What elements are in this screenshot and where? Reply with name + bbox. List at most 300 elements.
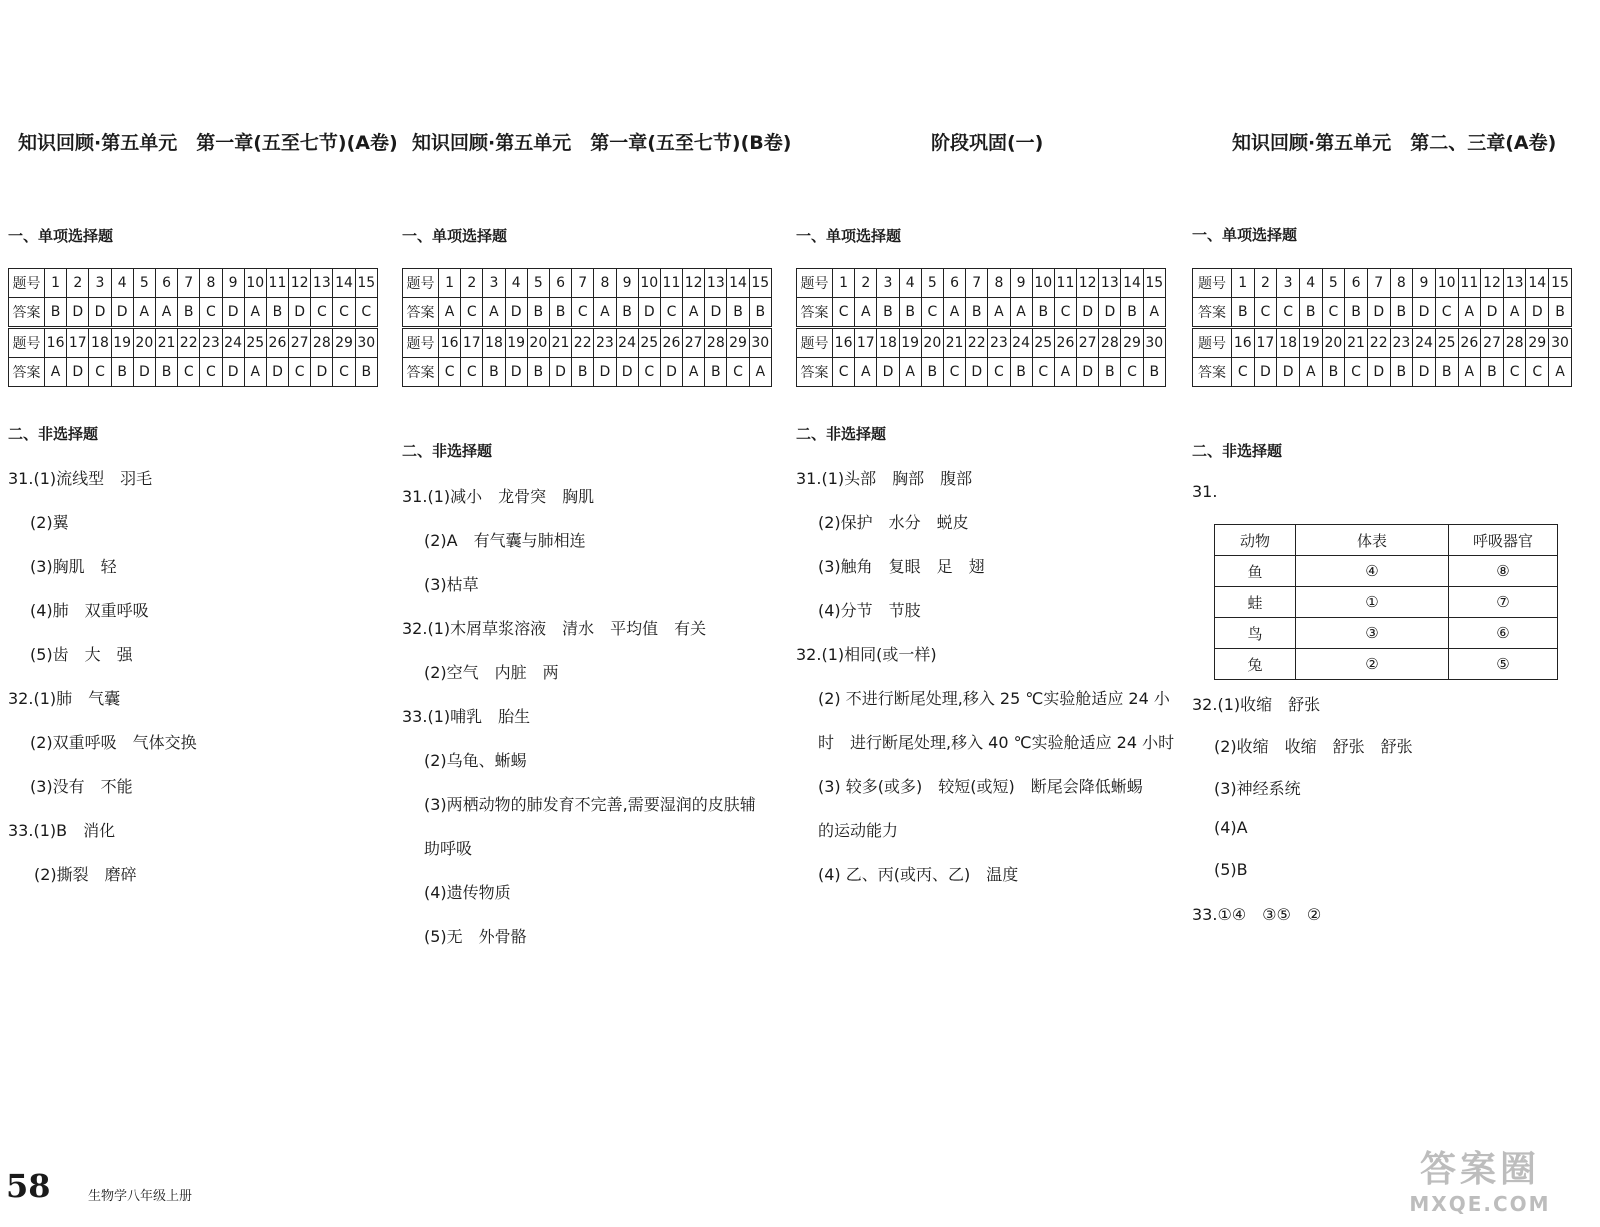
row-label: 题号 bbox=[797, 269, 833, 298]
table-cell: C bbox=[943, 358, 965, 387]
table-row bbox=[1215, 525, 1558, 556]
table-cell: A bbox=[988, 298, 1010, 328]
table-cell: B bbox=[1231, 298, 1254, 328]
table-cell: 1 bbox=[45, 269, 67, 298]
table-cell: C bbox=[1032, 358, 1054, 387]
table-cell: 4 bbox=[505, 269, 527, 298]
table-cell: C bbox=[1503, 358, 1526, 387]
table-cell: 28 bbox=[705, 328, 727, 358]
section-heading-choice: 一、单项选择题 bbox=[402, 227, 508, 245]
table-cell: B bbox=[111, 358, 133, 387]
row-label: 题号 bbox=[403, 328, 439, 358]
table-cell: 3 bbox=[1277, 269, 1300, 298]
table-cell: 7 bbox=[966, 269, 988, 298]
table-cell: 4 bbox=[111, 269, 133, 298]
row-label: 答案 bbox=[403, 298, 439, 328]
answer-table bbox=[1192, 268, 1572, 387]
watermark-url: MXQE.COM bbox=[1409, 1192, 1551, 1216]
section-heading-open: 二、非选择题 bbox=[8, 425, 99, 443]
answer-table bbox=[402, 268, 772, 387]
table-cell: 14 bbox=[727, 269, 749, 298]
answer-line: (2)A 有气囊与肺相连 bbox=[424, 531, 586, 550]
answer-line: (2)收缩 收缩 舒张 舒张 bbox=[1214, 737, 1413, 756]
table-cell: 12 bbox=[1077, 269, 1099, 298]
table-cell: 21 bbox=[155, 328, 177, 358]
table-cell: 12 bbox=[683, 269, 705, 298]
table-cell: A bbox=[155, 298, 177, 328]
table-cell: ⑧ bbox=[1449, 556, 1558, 587]
table-cell: 19 bbox=[505, 328, 527, 358]
section-heading-open: 二、非选择题 bbox=[796, 425, 887, 443]
table-cell: A bbox=[855, 298, 877, 328]
answer-line: 33.(1)B 消化 bbox=[8, 821, 116, 840]
table-cell: B bbox=[527, 298, 549, 328]
table-cell: 11 bbox=[660, 269, 682, 298]
page-number: 58 bbox=[6, 1167, 51, 1205]
table-cell: B bbox=[1032, 298, 1054, 328]
answer-line: 33.①④ ③⑤ ② bbox=[1192, 905, 1322, 924]
answer-table bbox=[796, 268, 1166, 387]
table-cell: A bbox=[943, 298, 965, 328]
row-label: 题号 bbox=[9, 328, 45, 358]
animal-table-header: 呼吸器官 bbox=[1449, 525, 1558, 556]
watermark-text: 答案圈 bbox=[1419, 1149, 1540, 1190]
table-cell: ④ bbox=[1296, 556, 1449, 587]
table-cell: ⑥ bbox=[1449, 618, 1558, 649]
table-cell: C bbox=[1231, 358, 1254, 387]
table-cell: 25 bbox=[244, 328, 266, 358]
table-cell: 4 bbox=[899, 269, 921, 298]
answer-line: (4)A bbox=[1214, 818, 1248, 837]
table-cell: 25 bbox=[1032, 328, 1054, 358]
answer-line: (2) 不进行断尾处理,移入 25 ℃实验舱适应 24 小 bbox=[818, 689, 1170, 708]
table-cell: A bbox=[749, 358, 771, 387]
table-cell: 16 bbox=[1231, 328, 1254, 358]
table-cell: 6 bbox=[1345, 269, 1368, 298]
table-cell: D bbox=[877, 358, 899, 387]
answer-line: 助呼吸 bbox=[424, 839, 473, 858]
table-cell: C bbox=[833, 298, 855, 328]
table-cell: ⑤ bbox=[1449, 649, 1558, 680]
table-cell: B bbox=[1322, 358, 1345, 387]
table-cell: 30 bbox=[1143, 328, 1165, 358]
table-cell: D bbox=[67, 358, 89, 387]
table-cell: 10 bbox=[1032, 269, 1054, 298]
table-cell: A bbox=[133, 298, 155, 328]
row-label: 答案 bbox=[1193, 298, 1232, 328]
table-cell: D bbox=[1413, 298, 1436, 328]
table-cell: C bbox=[1254, 298, 1277, 328]
section-title: 阶段巩固(一) bbox=[931, 132, 1044, 154]
section-title: 知识回顾·第五单元 第二、三章(A卷) bbox=[1232, 132, 1557, 154]
table-cell: 6 bbox=[943, 269, 965, 298]
table-cell: 23 bbox=[200, 328, 222, 358]
table-row bbox=[403, 328, 772, 358]
table-cell: 26 bbox=[660, 328, 682, 358]
table-cell: 1 bbox=[1231, 269, 1254, 298]
table-cell: A bbox=[1503, 298, 1526, 328]
column-2 bbox=[402, 0, 792, 1227]
table-cell: A bbox=[244, 298, 266, 328]
answer-line: (2)翼 bbox=[30, 513, 69, 532]
table-cell: 10 bbox=[1435, 269, 1458, 298]
table-row bbox=[1193, 269, 1572, 298]
table-cell: 25 bbox=[638, 328, 660, 358]
table-cell: 19 bbox=[899, 328, 921, 358]
table-cell: B bbox=[45, 298, 67, 328]
table-cell: 21 bbox=[943, 328, 965, 358]
table-cell: 9 bbox=[222, 269, 244, 298]
table-cell: D bbox=[1077, 358, 1099, 387]
row-label: 题号 bbox=[797, 328, 833, 358]
table-cell: A bbox=[683, 358, 705, 387]
table-cell: 23 bbox=[594, 328, 616, 358]
table-cell: B bbox=[899, 298, 921, 328]
table-cell: C bbox=[200, 358, 222, 387]
table-cell: C bbox=[921, 298, 943, 328]
table-cell: 25 bbox=[1435, 328, 1458, 358]
table-cell: A bbox=[45, 358, 67, 387]
table-cell: 18 bbox=[1277, 328, 1300, 358]
answer-line: (4)肺 双重呼吸 bbox=[30, 601, 149, 620]
table-cell: 8 bbox=[1390, 269, 1413, 298]
table-cell: 22 bbox=[178, 328, 200, 358]
table-cell: C bbox=[988, 358, 1010, 387]
table-row bbox=[797, 328, 1166, 358]
table-cell: 18 bbox=[483, 328, 505, 358]
table-cell: 13 bbox=[1099, 269, 1121, 298]
answer-line: (5)无 外骨骼 bbox=[424, 927, 527, 946]
table-cell: C bbox=[439, 358, 461, 387]
table-cell: D bbox=[266, 358, 288, 387]
table-cell: C bbox=[355, 298, 377, 328]
table-row bbox=[1215, 587, 1558, 618]
section-heading-open: 二、非选择题 bbox=[402, 442, 493, 460]
table-cell: 2 bbox=[461, 269, 483, 298]
table-row bbox=[797, 269, 1166, 298]
table-cell: C bbox=[289, 358, 311, 387]
table-cell: B bbox=[355, 358, 377, 387]
table-cell: C bbox=[333, 298, 355, 328]
table-cell: 13 bbox=[311, 269, 333, 298]
table-cell: C bbox=[178, 358, 200, 387]
answer-line: 时 进行断尾处理,移入 40 ℃实验舱适应 24 小时 bbox=[818, 733, 1175, 752]
table-cell: C bbox=[660, 298, 682, 328]
table-cell: C bbox=[572, 298, 594, 328]
table-cell: 10 bbox=[244, 269, 266, 298]
answer-line: 31.(1)流线型 羽毛 bbox=[8, 469, 153, 488]
table-cell: 2 bbox=[67, 269, 89, 298]
table-cell: B bbox=[178, 298, 200, 328]
table-cell: ① bbox=[1296, 587, 1449, 618]
table-row bbox=[9, 269, 378, 298]
table-cell: B bbox=[1143, 358, 1165, 387]
table-cell: B bbox=[483, 358, 505, 387]
table-cell: 27 bbox=[683, 328, 705, 358]
table-cell: D bbox=[966, 358, 988, 387]
answer-line: (3)枯草 bbox=[424, 575, 479, 594]
answer-line: (2)乌龟、蜥蜴 bbox=[424, 751, 527, 770]
table-cell: 2 bbox=[855, 269, 877, 298]
section-heading-choice: 一、单项选择题 bbox=[796, 227, 902, 245]
table-cell: A bbox=[1458, 298, 1481, 328]
table-cell: A bbox=[594, 298, 616, 328]
row-label: 题号 bbox=[1193, 328, 1232, 358]
animal-comparison-table bbox=[1214, 524, 1558, 680]
table-cell: 1 bbox=[833, 269, 855, 298]
table-cell: A bbox=[855, 358, 877, 387]
answer-line: (3) 较多(或多) 较短(或短) 断尾会降低蜥蜴 bbox=[818, 777, 1143, 796]
table-cell: 15 bbox=[749, 269, 771, 298]
table-cell: B bbox=[1390, 358, 1413, 387]
table-cell: B bbox=[572, 358, 594, 387]
table-cell: D bbox=[1367, 298, 1390, 328]
table-cell: 5 bbox=[921, 269, 943, 298]
answer-line: (3)胸肌 轻 bbox=[30, 557, 117, 576]
table-cell: 21 bbox=[549, 328, 571, 358]
answer-line: (3)两栖动物的肺发育不完善,需要湿润的皮肤辅 bbox=[424, 795, 756, 814]
table-cell: D bbox=[133, 358, 155, 387]
table-row bbox=[797, 298, 1166, 328]
table-cell: 16 bbox=[439, 328, 461, 358]
table-cell: C bbox=[833, 358, 855, 387]
table-cell: B bbox=[921, 358, 943, 387]
table-cell: 20 bbox=[1322, 328, 1345, 358]
table-cell: 13 bbox=[1503, 269, 1526, 298]
table-cell: D bbox=[505, 298, 527, 328]
table-cell: 鱼 bbox=[1215, 556, 1296, 587]
table-cell: 16 bbox=[833, 328, 855, 358]
row-label: 答案 bbox=[797, 298, 833, 328]
table-cell: B bbox=[1481, 358, 1504, 387]
table-cell: D bbox=[67, 298, 89, 328]
table-cell: 19 bbox=[1299, 328, 1322, 358]
table-cell: 16 bbox=[45, 328, 67, 358]
table-cell: C bbox=[200, 298, 222, 328]
table-cell: B bbox=[1345, 298, 1368, 328]
answer-line: 32.(1)肺 气囊 bbox=[8, 689, 121, 708]
table-cell: 8 bbox=[200, 269, 222, 298]
table-cell: D bbox=[311, 358, 333, 387]
table-cell: 兔 bbox=[1215, 649, 1296, 680]
table-cell: 24 bbox=[1413, 328, 1436, 358]
table-cell: B bbox=[549, 298, 571, 328]
table-cell: 14 bbox=[1526, 269, 1549, 298]
table-row bbox=[1215, 618, 1558, 649]
table-cell: 鸟 bbox=[1215, 618, 1296, 649]
table-cell: B bbox=[1121, 298, 1143, 328]
table-cell: C bbox=[461, 358, 483, 387]
table-cell: 6 bbox=[155, 269, 177, 298]
table-cell: 14 bbox=[333, 269, 355, 298]
table-cell: 17 bbox=[67, 328, 89, 358]
table-cell: B bbox=[266, 298, 288, 328]
table-cell: A bbox=[1054, 358, 1076, 387]
book-title: 生物学八年级上册 bbox=[88, 1189, 193, 1204]
answer-line: (3)触角 复眼 足 翅 bbox=[818, 557, 985, 576]
table-cell: D bbox=[1254, 358, 1277, 387]
table-cell: 7 bbox=[178, 269, 200, 298]
table-cell: 24 bbox=[616, 328, 638, 358]
table-cell: B bbox=[877, 298, 899, 328]
table-cell: D bbox=[1099, 298, 1121, 328]
table-cell: 12 bbox=[289, 269, 311, 298]
table-cell: D bbox=[549, 358, 571, 387]
table-cell: 12 bbox=[1481, 269, 1504, 298]
table-row bbox=[1193, 298, 1572, 328]
row-label: 题号 bbox=[9, 269, 45, 298]
table-cell: B bbox=[1010, 358, 1032, 387]
table-cell: A bbox=[244, 358, 266, 387]
table-cell: 29 bbox=[1121, 328, 1143, 358]
table-cell: 29 bbox=[727, 328, 749, 358]
watermark-logo bbox=[1380, 1148, 1580, 1218]
table-cell: 30 bbox=[749, 328, 771, 358]
table-cell: D bbox=[705, 298, 727, 328]
table-cell: 8 bbox=[988, 269, 1010, 298]
table-cell: D bbox=[638, 298, 660, 328]
answer-line: (5)B bbox=[1214, 860, 1248, 879]
table-cell: 5 bbox=[133, 269, 155, 298]
table-cell: C bbox=[1435, 298, 1458, 328]
answer-line: (2)双重呼吸 气体交换 bbox=[30, 733, 197, 752]
table-cell: 22 bbox=[572, 328, 594, 358]
table-cell: 15 bbox=[1549, 269, 1572, 298]
table-cell: 27 bbox=[1481, 328, 1504, 358]
table-cell: B bbox=[966, 298, 988, 328]
answer-line: (3)没有 不能 bbox=[30, 777, 133, 796]
table-cell: 20 bbox=[921, 328, 943, 358]
row-label: 答案 bbox=[403, 358, 439, 387]
table-cell: 27 bbox=[1077, 328, 1099, 358]
table-row bbox=[1193, 328, 1572, 358]
table-cell: 26 bbox=[266, 328, 288, 358]
answer-line: 33.(1)哺乳 胎生 bbox=[402, 707, 531, 726]
table-cell: D bbox=[89, 298, 111, 328]
column-4 bbox=[1192, 0, 1572, 1227]
table-cell: 20 bbox=[133, 328, 155, 358]
animal-table-header: 动物 bbox=[1215, 525, 1296, 556]
table-cell: 5 bbox=[1322, 269, 1345, 298]
row-label: 答案 bbox=[9, 298, 45, 328]
table-row bbox=[9, 298, 378, 328]
table-cell: A bbox=[683, 298, 705, 328]
answer-line: (4) 乙、丙(或丙、乙) 温度 bbox=[818, 865, 1019, 884]
table-cell: 24 bbox=[222, 328, 244, 358]
column-3 bbox=[796, 0, 1175, 1227]
table-cell: 15 bbox=[355, 269, 377, 298]
answer-line: (5)齿 大 强 bbox=[30, 645, 133, 664]
table-cell: 17 bbox=[855, 328, 877, 358]
table-cell: 29 bbox=[333, 328, 355, 358]
table-cell: 28 bbox=[1503, 328, 1526, 358]
table-cell: 10 bbox=[638, 269, 660, 298]
table-cell: A bbox=[439, 298, 461, 328]
table-cell: C bbox=[1277, 298, 1300, 328]
table-row bbox=[403, 298, 772, 328]
table-cell: C bbox=[1526, 358, 1549, 387]
answer-line: 的运动能力 bbox=[818, 821, 899, 840]
section-title: 知识回顾·第五单元 第一章(五至七节)(B卷) bbox=[412, 132, 792, 154]
table-row bbox=[1193, 358, 1572, 387]
table-cell: 17 bbox=[1254, 328, 1277, 358]
table-cell: A bbox=[1549, 358, 1572, 387]
table-cell: 27 bbox=[289, 328, 311, 358]
table-cell: B bbox=[727, 298, 749, 328]
table-cell: A bbox=[1143, 298, 1165, 328]
table-cell: ③ bbox=[1296, 618, 1449, 649]
row-label: 答案 bbox=[9, 358, 45, 387]
section-title: 知识回顾·第五单元 第一章(五至七节)(A卷) bbox=[18, 132, 398, 154]
table-cell: C bbox=[727, 358, 749, 387]
table-cell: A bbox=[1010, 298, 1032, 328]
table-cell: A bbox=[483, 298, 505, 328]
table-cell: D bbox=[660, 358, 682, 387]
table-cell: 24 bbox=[1010, 328, 1032, 358]
table-cell: D bbox=[222, 358, 244, 387]
answer-line: (2)空气 内脏 两 bbox=[424, 663, 559, 682]
table-row bbox=[9, 358, 378, 387]
table-cell: 11 bbox=[1054, 269, 1076, 298]
table-cell: ⑦ bbox=[1449, 587, 1558, 618]
table-cell: 4 bbox=[1299, 269, 1322, 298]
table-cell: C bbox=[461, 298, 483, 328]
row-label: 答案 bbox=[1193, 358, 1232, 387]
table-cell: D bbox=[594, 358, 616, 387]
answer-line: (2)保护 水分 蜕皮 bbox=[818, 513, 969, 532]
table-cell: B bbox=[705, 358, 727, 387]
table-cell: 22 bbox=[1367, 328, 1390, 358]
table-cell: B bbox=[527, 358, 549, 387]
table-cell: 11 bbox=[266, 269, 288, 298]
table-cell: 23 bbox=[1390, 328, 1413, 358]
table-cell: ② bbox=[1296, 649, 1449, 680]
table-cell: 13 bbox=[705, 269, 727, 298]
table-cell: 19 bbox=[111, 328, 133, 358]
table-row bbox=[1215, 649, 1558, 680]
table-cell: B bbox=[1390, 298, 1413, 328]
table-cell: 5 bbox=[527, 269, 549, 298]
table-cell: 2 bbox=[1254, 269, 1277, 298]
table-cell: 11 bbox=[1458, 269, 1481, 298]
table-cell: 3 bbox=[483, 269, 505, 298]
table-cell: 8 bbox=[594, 269, 616, 298]
table-cell: D bbox=[1367, 358, 1390, 387]
table-cell: C bbox=[1322, 298, 1345, 328]
column-1 bbox=[8, 0, 398, 1227]
table-cell: B bbox=[749, 298, 771, 328]
row-label: 答案 bbox=[797, 358, 833, 387]
animal-table-header: 体表 bbox=[1296, 525, 1449, 556]
row-label: 题号 bbox=[403, 269, 439, 298]
answer-line: 32.(1)收缩 舒张 bbox=[1192, 695, 1321, 714]
table-row bbox=[797, 358, 1166, 387]
table-row bbox=[1215, 556, 1558, 587]
table-cell: C bbox=[1121, 358, 1143, 387]
table-cell: D bbox=[505, 358, 527, 387]
table-cell: 9 bbox=[1010, 269, 1032, 298]
table-cell: C bbox=[638, 358, 660, 387]
table-cell: 30 bbox=[1549, 328, 1572, 358]
answer-line: 32.(1)相同(或一样) bbox=[796, 645, 937, 664]
table-cell: D bbox=[1277, 358, 1300, 387]
table-cell: 26 bbox=[1054, 328, 1076, 358]
question-number: 31. bbox=[1192, 482, 1218, 501]
table-cell: 18 bbox=[89, 328, 111, 358]
table-cell: A bbox=[1458, 358, 1481, 387]
table-cell: 9 bbox=[1413, 269, 1436, 298]
table-cell: D bbox=[289, 298, 311, 328]
